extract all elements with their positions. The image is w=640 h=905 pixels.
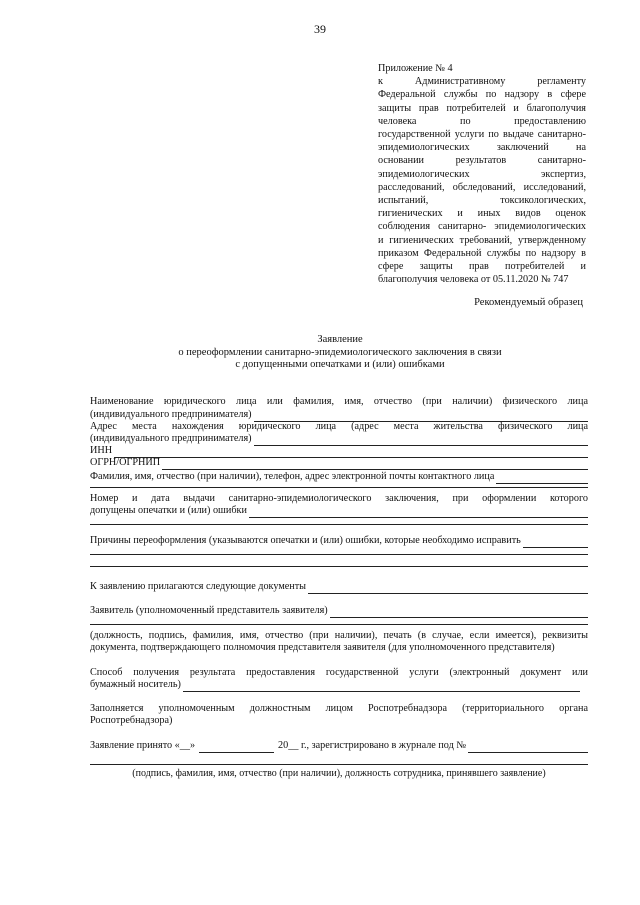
method-input-line[interactable] <box>183 680 580 692</box>
name-input-line[interactable] <box>254 410 588 422</box>
accepted-date-input-line[interactable] <box>199 741 274 753</box>
ogrn-field-row[interactable] <box>90 457 588 470</box>
appendix-line: Федеральной службы по надзору в сфере <box>378 89 586 101</box>
reasons-input-line[interactable] <box>523 536 588 548</box>
name-field-row[interactable] <box>90 409 588 422</box>
appendix-line: сфере защиты прав потребителей и <box>378 261 586 273</box>
appendix-line: расследований, обследований, исследований, <box>378 181 586 193</box>
appendix-line: соблюдения санитарно- эпидемиологических <box>378 221 586 233</box>
employee-caption: (подпись, фамилия, имя, отчество (при наличии), должность сотрудника, принявшего заявление) <box>132 768 546 779</box>
contact-input-line[interactable] <box>496 472 588 484</box>
accepted-label-a: Заявление принято «__» <box>90 740 196 751</box>
appendix-title: Приложение № 4 <box>378 63 453 74</box>
appendix-line: и гигиенических требований, утвержденному <box>378 234 586 246</box>
document-title <box>90 334 590 372</box>
title-line-3: с допущенными опечатками и (или) ошибками <box>235 359 445 370</box>
name-label-line1: Наименование юридического лица или фамилия, имя, отчество (при наличии) физического лица <box>90 396 588 407</box>
conclusion-number-extra-line[interactable] <box>90 524 588 525</box>
signature-caption-line2: документа, подтверждающего полномочия представителя заявителя (для уполномоченного представителя) <box>90 642 555 653</box>
page-number: 39 <box>314 22 326 36</box>
appendix-line: гигиенических и иных видов оценок <box>378 208 586 220</box>
conclusion-number-label-line1: Номер и дата выдачи санитарно-эпидемиологического заключения, при оформлении которого <box>90 493 588 504</box>
appendix-line: благополучия человека от 05.11.2020 № 747 <box>378 274 569 286</box>
appendix-line: испытаний, токсикологических, <box>378 195 586 207</box>
conclusion-number-field-row[interactable] <box>90 505 588 518</box>
ogrn-label: ОГРН/ОГРНИП <box>90 457 161 468</box>
reasons-extra-line-2[interactable] <box>90 566 588 567</box>
applicant-label: Заявитель (уполномоченный представитель заявителя) <box>90 605 328 616</box>
ogrn-input-line[interactable] <box>162 458 588 470</box>
accepted-row[interactable] <box>90 740 588 753</box>
applicant-field-row[interactable] <box>90 605 588 618</box>
address-label-line1: Адрес места нахождения юридического лица (адрес места жительства физического лица <box>90 421 588 432</box>
filled-by-line1: Заполняется уполномоченным должностным лицом Роспотребнадзора (территориального органа <box>90 703 588 714</box>
applicant-extra-line[interactable] <box>90 624 588 625</box>
applicant-input-line[interactable] <box>330 606 588 618</box>
appendix-line: эпидемиологических заключений на <box>378 142 586 154</box>
contact-label: Фамилия, имя, отчество (при наличии), телефон, адрес электронной почты контактного лица <box>90 471 495 482</box>
appendix-line: человека по предоставлению <box>378 115 586 127</box>
address-field-row[interactable] <box>90 433 588 446</box>
inn-label: ИНН <box>90 445 113 456</box>
accepted-label-b: 20__ г., зарегистрировано в журнале под № <box>278 740 467 751</box>
employee-signature-line[interactable] <box>90 764 588 765</box>
reasons-label: Причины переоформления (указываются опечатки и (или) ошибки, которые необходимо исправить <box>90 535 521 546</box>
appendix-block <box>378 62 586 286</box>
filled-by-line2: Роспотребнадзора) <box>90 715 173 726</box>
method-label-line2: бумажный носитель) <box>90 679 181 690</box>
appendix-line: защиты прав потребителей и благополучия <box>378 102 586 114</box>
title-line-1: Заявление <box>317 334 363 345</box>
appendix-line: к Административному регламенту <box>378 76 586 88</box>
inn-field-row[interactable] <box>90 445 588 458</box>
method-label-line1: Способ получения результата предоставления государственной услуги (электронный документ или <box>90 667 588 678</box>
address-label-line2: (индивидуального предпринимателя) <box>90 433 252 444</box>
attached-docs-label: К заявлению прилагаются следующие документы <box>90 581 307 592</box>
inn-input-line[interactable] <box>114 446 588 458</box>
attached-docs-field-row[interactable] <box>90 581 588 594</box>
signature-caption-line1: (должность, подпись, фамилия, имя, отчество (при наличии), печать (в случае, если имеется), реквизиты <box>90 630 588 641</box>
title-line-2: о переоформлении санитарно-эпидемиологического заключения в связи <box>178 346 502 358</box>
contact-field-row[interactable] <box>90 471 588 484</box>
appendix-line: основании результатов санитарно- <box>378 155 586 167</box>
appendix-line: государственной услуги по выдаче санитарно- <box>378 129 586 141</box>
conclusion-number-input-line[interactable] <box>249 506 588 518</box>
journal-number-input-line[interactable] <box>468 741 588 753</box>
reasons-extra-line-1[interactable] <box>90 554 588 555</box>
reasons-field-row[interactable] <box>90 535 588 548</box>
conclusion-number-label-line2: допущены опечатки и (или) ошибки <box>90 505 247 516</box>
attached-docs-input-line[interactable] <box>308 582 588 594</box>
address-input-line[interactable] <box>254 434 588 446</box>
contact-extra-line[interactable] <box>90 487 588 488</box>
method-field-row[interactable] <box>90 679 588 692</box>
recommended-sample: Рекомендуемый образец <box>474 297 583 308</box>
name-label-line2: (индивидуального предпринимателя) <box>90 409 252 420</box>
appendix-line: эпидемиологических экспертиз, <box>378 168 586 180</box>
appendix-line: приказом Федеральной службы по надзору в <box>378 247 586 259</box>
